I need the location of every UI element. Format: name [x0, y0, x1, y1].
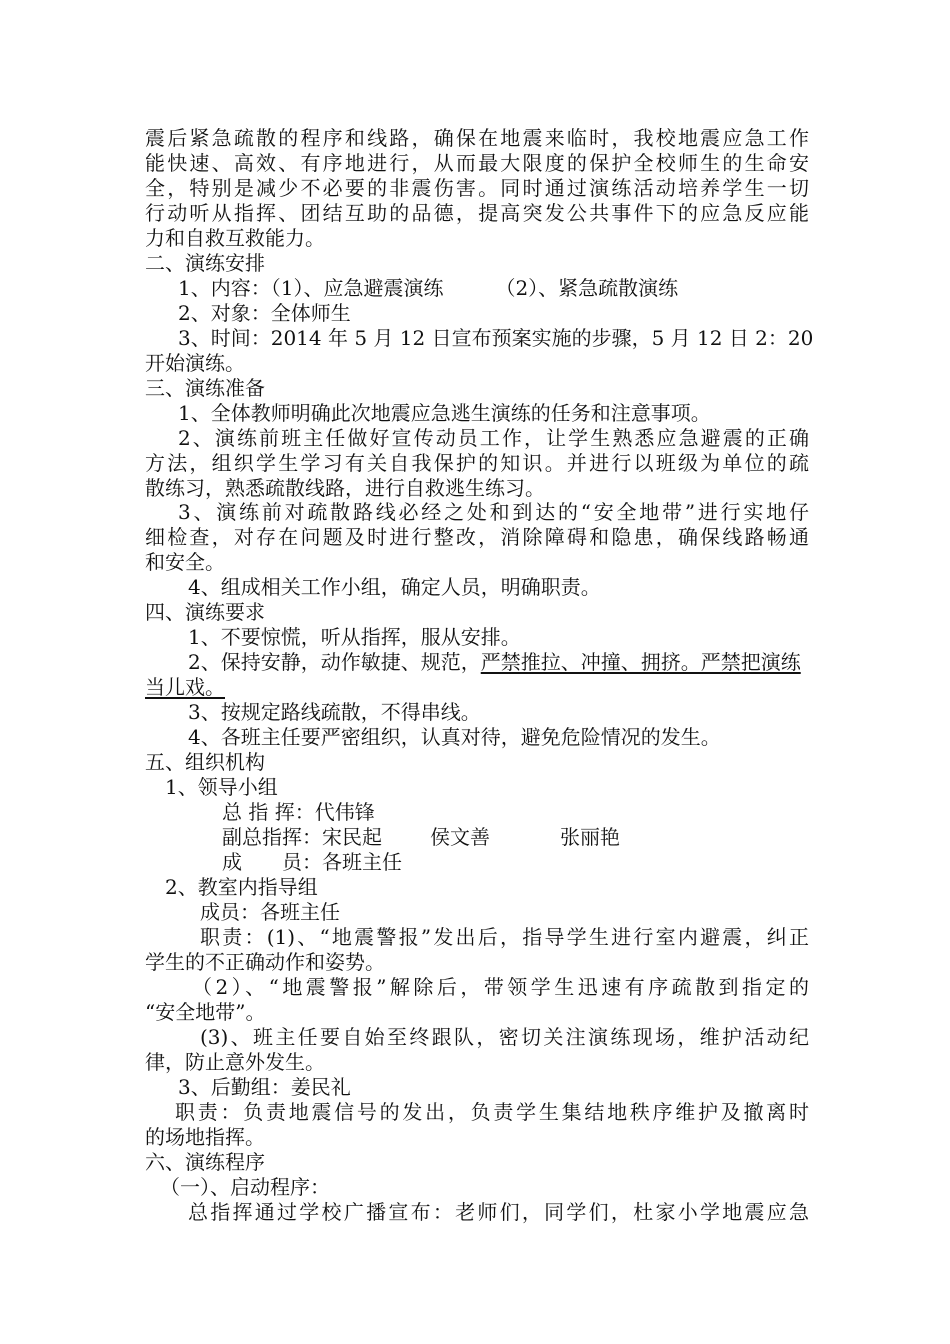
section-2-item-3-line-2: 开始演练。	[145, 351, 245, 375]
section-5-heading: 五、组织机构	[145, 750, 265, 774]
section-2-item-2: 2、对象：全体师生	[178, 301, 351, 325]
deputy-commander-name-3: 张丽艳	[560, 825, 620, 849]
deputy-commander-name-2: 侯文善	[430, 825, 490, 849]
leadership-group-title: 1、领导小组	[165, 775, 278, 799]
section-3-item-3-line-2: 细检查，对存在问题及时进行整改，消除障碍和隐患，确保线路畅通	[145, 525, 809, 549]
classroom-duty-1-line-2: 学生的不正确动作和姿势。	[145, 950, 385, 974]
chief-commander-row	[222, 800, 886, 825]
members-label: 成 员：	[222, 850, 322, 874]
logistics-duty-line-1: 职责：负责地震信号的发出，负责学生集结地秩序维护及撤离时	[175, 1100, 809, 1124]
section-3-item-2-line-2: 方法，组织学生学习有关自我保护的知识。并进行以班级为单位的疏	[145, 451, 809, 475]
startup-procedure-text: 总指挥通过学校广播宣布：老师们，同学们，杜家小学地震应急	[188, 1200, 809, 1224]
section-2-item-1	[178, 276, 778, 301]
section-2-item-3-line-1: 3、时间：2014 年 5 月 12 日宣布预案实施的步骤，5 月 12 日 2：20	[178, 326, 814, 350]
section-4-item-4: 4、各班主任要严密组织，认真对待，避免危险情况的发生。	[188, 725, 721, 749]
classroom-group-members: 成员：各班主任	[200, 900, 340, 924]
section-4-item-2-line-1	[188, 650, 809, 675]
intro-line-5: 力和自救互救能力。	[145, 226, 325, 250]
deputy-commander-row	[222, 825, 886, 850]
section-3-heading: 三、演练准备	[145, 376, 265, 400]
section-3-item-2-line-1: 2、演练前班主任做好宣传动员工作，让学生熟悉应急避震的正确	[178, 426, 809, 450]
classroom-duty-2-line-1: （2）、“地震警报”解除后，带领学生迅速有序疏散到指定的	[192, 975, 809, 999]
item-1-content-b: （2）、紧急疏散演练	[495, 276, 679, 300]
logistics-duty-line-2: 的场地指挥。	[145, 1125, 265, 1149]
section-3-item-4: 4、组成相关工作小组，确定人员，明确职责。	[188, 575, 601, 599]
deputy-commander-name-1: 宋民起	[322, 825, 382, 849]
intro-line-3: 全，特别是减少不必要的非震伤害。同时通过演练活动培养学生一切	[145, 176, 809, 200]
section-2-heading: 二、演练安排	[145, 251, 265, 275]
section-4-item-1: 1、不要惊慌，听从指挥，服从安排。	[188, 625, 521, 649]
classroom-duty-2-line-2: “安全地带”。	[145, 1000, 266, 1024]
classroom-duty-3-line-2: 律，防止意外发生。	[145, 1050, 325, 1074]
intro-line-2: 能快速、高效、有序地进行，从而最大限度的保护全校师生的生命安	[145, 151, 809, 175]
logistics-group-title: 3、后勤组：姜民礼	[178, 1075, 351, 1099]
classroom-duty-3-line-1: (3)、班主任要自始至终跟队，密切关注演练现场，维护活动纪	[200, 1025, 809, 1049]
section-3-item-3-line-3: 和安全。	[145, 550, 225, 574]
deputy-commander-label: 副总指挥：	[222, 825, 322, 849]
chief-commander-name: 代伟锋	[314, 800, 375, 824]
section-4-item-3: 3、按规定路线疏散，不得串线。	[188, 700, 481, 724]
section-3-item-2-line-3: 散练习，熟悉疏散线路，进行自救逃生练习。	[145, 476, 545, 500]
item-2-underlined-text: 严禁推拉、冲撞、拥挤。严禁把演练	[480, 650, 801, 674]
item-1-content-a: 1、内容：（1）、应急避震演练	[178, 276, 444, 300]
classroom-duty-1-line-1: 职责：(1)、“地震警报”发出后，指导学生进行室内避震，纠正	[200, 925, 809, 949]
section-6-heading: 六、演练程序	[145, 1150, 265, 1174]
members-value: 各班主任	[322, 850, 402, 874]
chief-commander-label: 总 指 挥：	[222, 800, 315, 824]
members-row	[222, 850, 886, 875]
section-3-item-1: 1、全体教师明确此次地震应急逃生演练的任务和注意事项。	[178, 401, 711, 425]
section-4-heading: 四、演练要求	[145, 600, 265, 624]
intro-line-4: 行动听从指挥、团结互助的品德，提高突发公共事件下的应急反应能	[145, 201, 809, 225]
item-2-underlined-continuation: 当儿戏。	[145, 675, 225, 699]
intro-line-1: 震后紧急疏散的程序和线路，确保在地震来临时，我校地震应急工作	[145, 126, 809, 150]
classroom-group-title: 2、教室内指导组	[165, 875, 318, 899]
startup-procedure-title: （一）、启动程序：	[160, 1175, 330, 1199]
item-2-plain-text: 2、保持安静，动作敏捷、规范，	[188, 650, 481, 674]
section-3-item-3-line-1: 3、演练前对疏散路线必经之处和到达的“安全地带”进行实地仔	[178, 500, 809, 524]
section-4-item-2-line-2	[145, 675, 809, 700]
